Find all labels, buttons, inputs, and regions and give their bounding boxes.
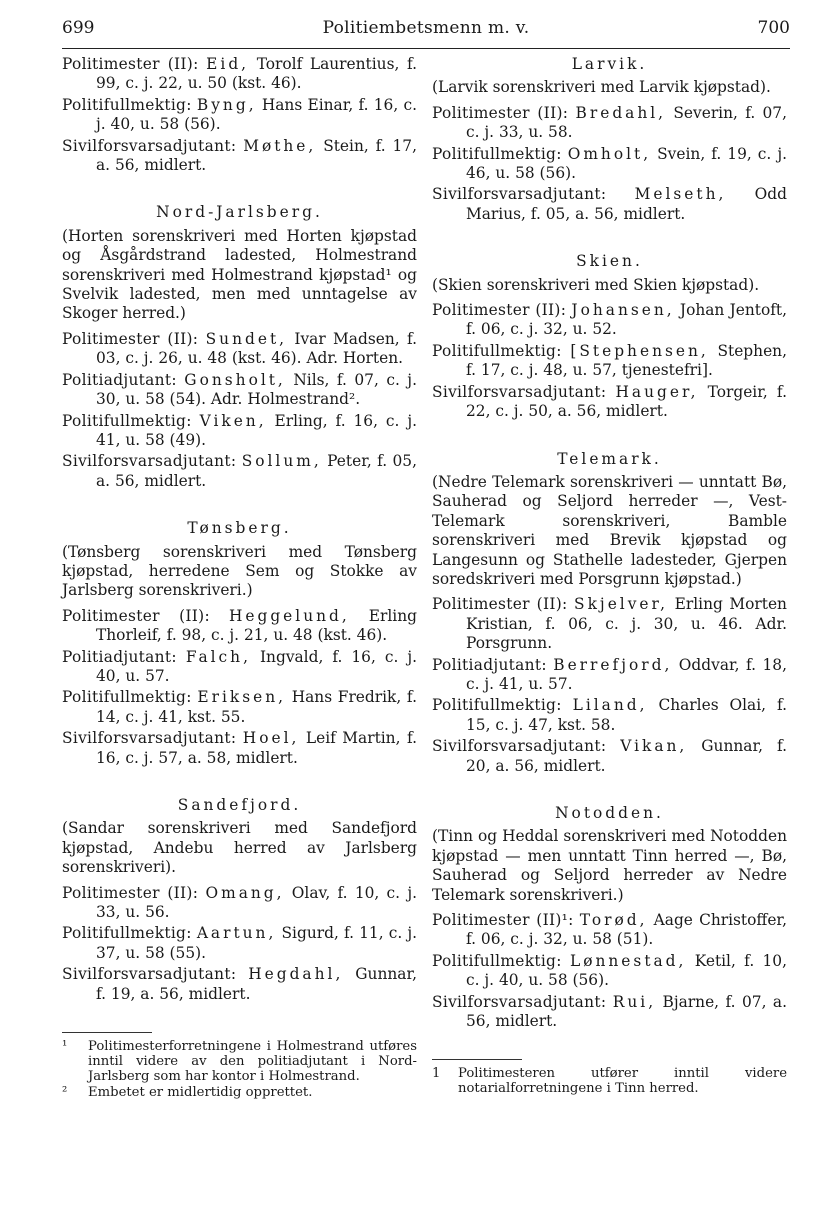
entry-surname: Gonsholt, (184, 370, 286, 389)
section-ostre-jarlsberg-cont (62, 55, 417, 175)
entry-details: Erling, f. 16, c. j. 41, u. 58 (49). (96, 411, 417, 449)
section-title: Notodden. (555, 804, 664, 822)
entry-surname: Falch, (185, 647, 251, 666)
entry-role: Sivilforsvarsadjutant: (62, 729, 237, 748)
official-entry (62, 648, 417, 687)
entry-surname: Torød, (579, 911, 648, 930)
entry-details: Oddvar, f. 18, c. j. 41, u. 57. (466, 655, 787, 693)
entry-role: Politifullmektig: (62, 688, 192, 707)
entry-details: Stein, f. 17, a. 56, midlert. (96, 136, 417, 175)
entry-details: Severin, f. 07, c. j. 33, u. 58. (466, 103, 787, 142)
right-column (432, 55, 787, 1097)
section-title: Nord-Jarlsberg. (156, 203, 323, 222)
official-entry (432, 104, 787, 143)
official-entry (62, 137, 417, 176)
official-entry (432, 737, 787, 776)
entry-surname: Bredahl, (575, 103, 667, 122)
official-entry (62, 55, 417, 94)
official-entry (62, 452, 417, 491)
entry-details: Torgeir, f. 22, c. j. 50, a. 56, midlert. (466, 382, 787, 421)
section-tonsberg (62, 519, 417, 768)
entry-surname: Johansen, (571, 301, 675, 320)
entry-surname: Hegdahl, (248, 965, 344, 984)
entry-role: Politimester (II): (62, 606, 210, 625)
entry-role: Politiadjutant: (62, 647, 177, 666)
entry-surname: Byng, (196, 95, 257, 114)
section-title: Larvik. (571, 55, 648, 73)
footnote-rule (62, 1032, 152, 1033)
entry-details: Aage Christoffer, f. 06, c. j. 32, u. 58 (51). (466, 911, 787, 949)
entry-role: Politifullmektig: (432, 341, 562, 360)
footnote (432, 1066, 787, 1096)
official-entry (432, 911, 787, 950)
entry-details: Olav, f. 10, c. j. 33, u. 56. (96, 883, 417, 922)
entry-role: Sivilforsvarsadjutant: (432, 185, 607, 204)
entry-surname: Hoel, (242, 729, 300, 748)
entry-role: Politifullmektig: (432, 696, 562, 715)
section-description: (Horten sorenskriveri med Horten kjøpstad og Åsgårdstrand ladested, Holmestrand sorenskriveri med Holmestrand kjøpstad¹ og Svelvik ladested, men med unntagelse av Skoger herred.) (62, 226, 417, 323)
entry-role: Politifullmektig: (432, 144, 562, 163)
entry-details: Ivar Madsen, f. 03, c. j. 26, u. 48 (kst. 46). Adr. Horten. (96, 329, 417, 368)
running-title: Politiembetsmenn m. v. (322, 18, 530, 38)
entry-details: Torolf Laurentius, f. 99, c. j. 22, u. 50 (kst. 46). (96, 55, 417, 93)
official-entry (62, 371, 417, 410)
left-column (62, 55, 417, 1101)
entry-surname: Berrefjord, (553, 655, 673, 674)
official-entry (432, 993, 787, 1032)
entry-role: Politimester (II): (432, 301, 567, 320)
official-entry (62, 412, 417, 451)
section-sandefjord (62, 796, 417, 1004)
entry-details: Bjarne, f. 07, a. 56, midlert. (466, 992, 787, 1031)
entry-details: Erling Thorleif, f. 98, c. j. 21, u. 48 (kst. 46). (96, 606, 417, 645)
official-entry (432, 595, 787, 653)
section-telemark (432, 450, 787, 777)
official-entry (432, 185, 787, 224)
entry-details: Hans Fredrik, f. 14, c. j. 41, kst. 55. (96, 688, 417, 726)
right-page-number: 700 (757, 18, 790, 38)
footnote-mark: 1 (432, 1066, 441, 1082)
entry-surname: Omang, (205, 883, 285, 902)
footnotes (62, 1032, 417, 1100)
entry-details: Odd Marius, f. 05, a. 56, midlert. (466, 185, 787, 223)
entry-role: Politimester (II): (432, 595, 568, 614)
entry-surname: Eriksen, (197, 688, 287, 707)
entry-details: Leif Martin, f. 16, c. j. 57, a. 58, midlert. (96, 729, 417, 767)
footnote (62, 1039, 417, 1084)
entry-role: Sivilforsvarsadjutant: (62, 136, 237, 155)
section-title: Sandefjord. (177, 796, 302, 814)
entry-role: Politifullmektig: (432, 951, 562, 970)
section-description: (Tinn og Heddal sorenskriveri med Notodden kjøpstad — men unntatt Tinn herred —, Bø, Sauherad og Seljord herreder av Nedre Telemark sorenskriveri.) (432, 827, 787, 904)
entry-surname: Viken, (199, 411, 267, 430)
official-entry (62, 924, 417, 963)
footnote-mark: ¹ (62, 1039, 68, 1055)
entry-details: Gunnar, f. 20, a. 56, midlert. (466, 737, 787, 775)
entry-surname: Lønnestad, (570, 951, 687, 970)
entry-role: Politimester (II): (432, 103, 569, 122)
official-entry (432, 383, 787, 422)
section-nord-jarlsberg (62, 203, 417, 491)
entry-surname: Omholt, (567, 144, 652, 163)
entry-details: Stephen, f. 17, c. j. 48, u. 57, tjenestefri]. (466, 341, 787, 380)
official-entry (432, 301, 787, 340)
section-description: (Tønsberg sorenskriveri med Tønsberg kjøpstad, herredene Sem og Stokke av Jarlsberg sorenskriveri.) (62, 542, 417, 600)
entry-surname: Vikan, (620, 737, 688, 756)
footnote-text: Embetet er midlertidig opprettet. (88, 1085, 313, 1101)
official-entry (62, 607, 417, 646)
left-page-number: 699 (62, 18, 95, 38)
official-entry (432, 342, 787, 381)
footnote-text: Politimesterforretningene i Holmestrand utføres inntil videre av den politiadjutant i Nord-Jarlsberg som har kontor i Holmestrand. (88, 1039, 417, 1085)
entry-role: Sivilforsvarsadjutant: (432, 992, 607, 1011)
entry-role: Politimester (II): (62, 55, 199, 73)
official-entry (432, 656, 787, 695)
entry-role: Politimester (II): (62, 329, 199, 348)
section-description: (Larvik sorenskriveri med Larvik kjøpstad). (432, 78, 771, 97)
section-description: (Sandar sorenskriveri med Sandefjord kjøpstad, Andebu herred av Jarlsberg sorenskriveri). (62, 819, 417, 877)
footnote-rule (432, 1059, 522, 1060)
entry-details: Nils, f. 07, c. j. 30, u. 58 (54). Adr. Holmestrand². (96, 370, 417, 409)
section-skien (432, 252, 787, 421)
entry-details: Johan Jentoft, f. 06, c. j. 32, u. 52. (466, 301, 787, 339)
entry-surname: Rui, (612, 992, 657, 1011)
entry-role: Sivilforsvarsadjutant: (432, 382, 607, 401)
official-entry (62, 884, 417, 923)
entry-details: Ingvald, f. 16, c. j. 40, u. 57. (96, 647, 417, 685)
entry-role: Politiadjutant: (432, 655, 547, 674)
entry-surname: Sollum, (241, 452, 322, 471)
entry-surname: Hauger, (615, 382, 699, 401)
official-entry (432, 696, 787, 735)
entry-details: Peter, f. 05, a. 56, midlert. (96, 452, 417, 490)
section-title: Telemark. (557, 449, 662, 468)
entry-details: Gunnar, f. 19, a. 56, midlert. (96, 965, 417, 1003)
entry-surname: Eid, (206, 55, 250, 73)
entry-role: Politifullmektig: (62, 924, 192, 943)
entry-role: Sivilforsvarsadjutant: (62, 965, 237, 984)
footnote-mark: ² (62, 1085, 68, 1101)
entry-details: Ketil, f. 10, c. j. 40, u. 58 (56). (466, 951, 787, 990)
footnote (62, 1085, 417, 1100)
section-description: (Nedre Telemark sorenskriveri — unntatt Bø, Sauherad og Seljord herreder —, Vest-Telemark sorenskriveri, Bamble sorenskriveri med Brevik kjøpstad og Langesunn og Stathelle ladesteder, Gjerpen soredskriveri med Porsgrunn kjøpstad.) (432, 472, 787, 588)
entry-surname: Skjelver, (574, 595, 669, 614)
entry-surname: Møthe, (243, 136, 317, 155)
entry-surname: Aartun, (196, 924, 277, 943)
section-title: Skien. (576, 252, 643, 271)
entry-surname: Melseth, (634, 185, 727, 204)
official-entry (62, 688, 417, 727)
official-entry (62, 96, 417, 135)
entry-surname: Sundet, (205, 329, 288, 348)
footnote-text: Politimesteren utfører inntil videre notarialforretningene i Tinn herred. (458, 1066, 787, 1097)
entry-role: Politifullmektig: (62, 411, 192, 430)
section-description: (Skien sorenskriveri med Skien kjøpstad). (432, 275, 760, 294)
footnotes (432, 1059, 787, 1096)
section-larvik (432, 55, 787, 224)
entry-role: Politimester (II): (62, 883, 199, 902)
official-entry (62, 729, 417, 768)
entry-details: Hans Einar, f. 16, c. j. 40, u. 58 (56). (96, 95, 417, 134)
entry-details: Sigurd, f. 11, c. j. 37, u. 58 (55). (96, 924, 417, 962)
official-entry (432, 145, 787, 184)
section-title: Tønsberg. (187, 519, 292, 538)
entry-role: Politiadjutant: (62, 370, 177, 389)
entry-role: Politifullmektig: (62, 95, 192, 114)
entry-role: Sivilforsvarsadjutant: (432, 737, 607, 756)
official-entry (432, 952, 787, 991)
entry-details: Erling Morten Kristian, f. 06, c. j. 30, u. 46. Adr. Porsgrunn. (466, 595, 787, 653)
entry-role: Sivilforsvarsadjutant: (62, 452, 237, 471)
official-entry (62, 330, 417, 369)
entry-surname: [Stephensen, (570, 341, 709, 360)
section-notodden (432, 804, 787, 1031)
entry-details: Svein, f. 19, c. j. 46, u. 58 (56). (466, 144, 787, 183)
official-entry (62, 965, 417, 1004)
entry-role: Politimester (II)¹: (432, 911, 574, 930)
entry-details: Charles Olai, f. 15, c. j. 47, kst. 58. (466, 696, 787, 734)
page-header (62, 18, 790, 49)
entry-surname: Heggelund, (228, 606, 350, 625)
entry-surname: Liland, (572, 696, 648, 715)
